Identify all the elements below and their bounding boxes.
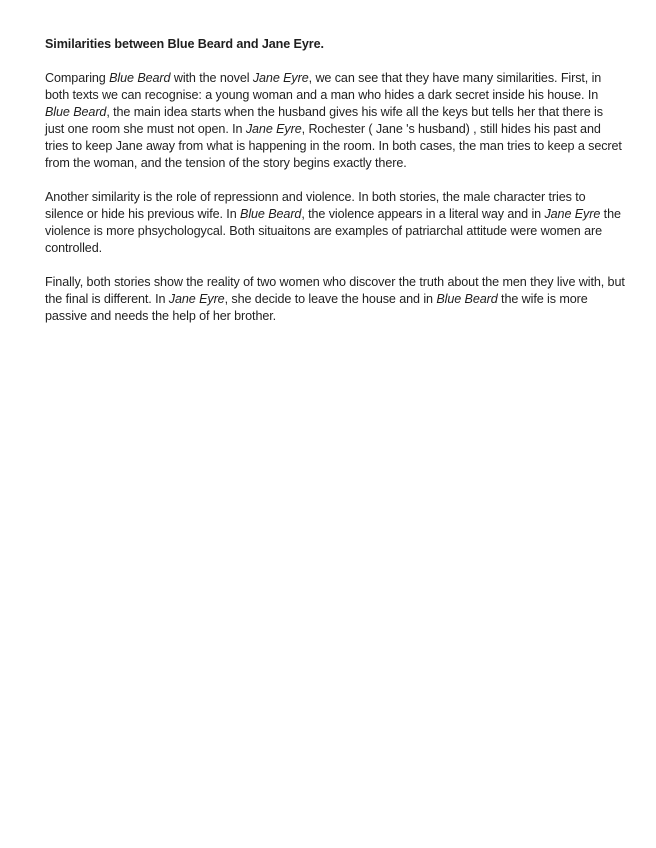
italic-title-text: Blue Beard	[45, 105, 107, 119]
paragraph-container	[45, 70, 625, 325]
paragraph	[45, 189, 625, 257]
paragraph-text: , the violence appears in a literal way and in	[301, 207, 545, 221]
italic-title-text: Jane Eyre	[544, 207, 601, 221]
italic-title-text: Jane Eyre	[168, 292, 225, 306]
paragraph-text: , she decide to leave the house and in	[224, 292, 437, 306]
paragraph-text: Another similarity is the role of repressionn and violence. In both stories, the male character tries to silence or hide his previous wife. In	[45, 190, 586, 221]
paragraph-text: the wife is more passive and needs the help of her brother.	[45, 292, 588, 323]
paragraph	[45, 274, 625, 325]
paragraph-text: , Rochester ( Jane 's husband) , still hides his past and tries to keep Jane away from what is happening in the room. In both cases, the man tries to keep a secret from the woman, and the tension of the story begins exactly there.	[45, 122, 622, 170]
italic-title-text: Blue Beard	[436, 292, 498, 306]
paragraph-text: Finally, both stories show the reality of two women who discover the truth about the men they live with, but the final is different. In	[45, 275, 625, 306]
document-body	[45, 36, 625, 342]
italic-title-text: Blue Beard	[240, 207, 302, 221]
italic-title-text: Jane Eyre	[252, 71, 309, 85]
paragraph-text: , the main idea starts when the husband gives his wife all the keys but tells her that there is just one room she must not open. In	[45, 105, 603, 136]
paragraph-text: with the novel	[170, 71, 253, 85]
paragraph-text: , we can see that they have many similarities. First, in both texts we can recognise: a young woman and a man who hides a dark secret inside his house. In	[45, 71, 602, 102]
paragraph-text: the violence is more phsychologycal. Both situaitons are examples of patriarchal attitude were women are controlled.	[45, 207, 621, 255]
document-title: Similarities between Blue Beard and Jane Eyre.	[45, 37, 324, 51]
italic-title-text: Jane Eyre	[245, 122, 302, 136]
paragraph	[45, 70, 625, 172]
paragraph-text: Comparing	[45, 71, 110, 85]
italic-title-text: Blue Beard	[109, 71, 171, 85]
